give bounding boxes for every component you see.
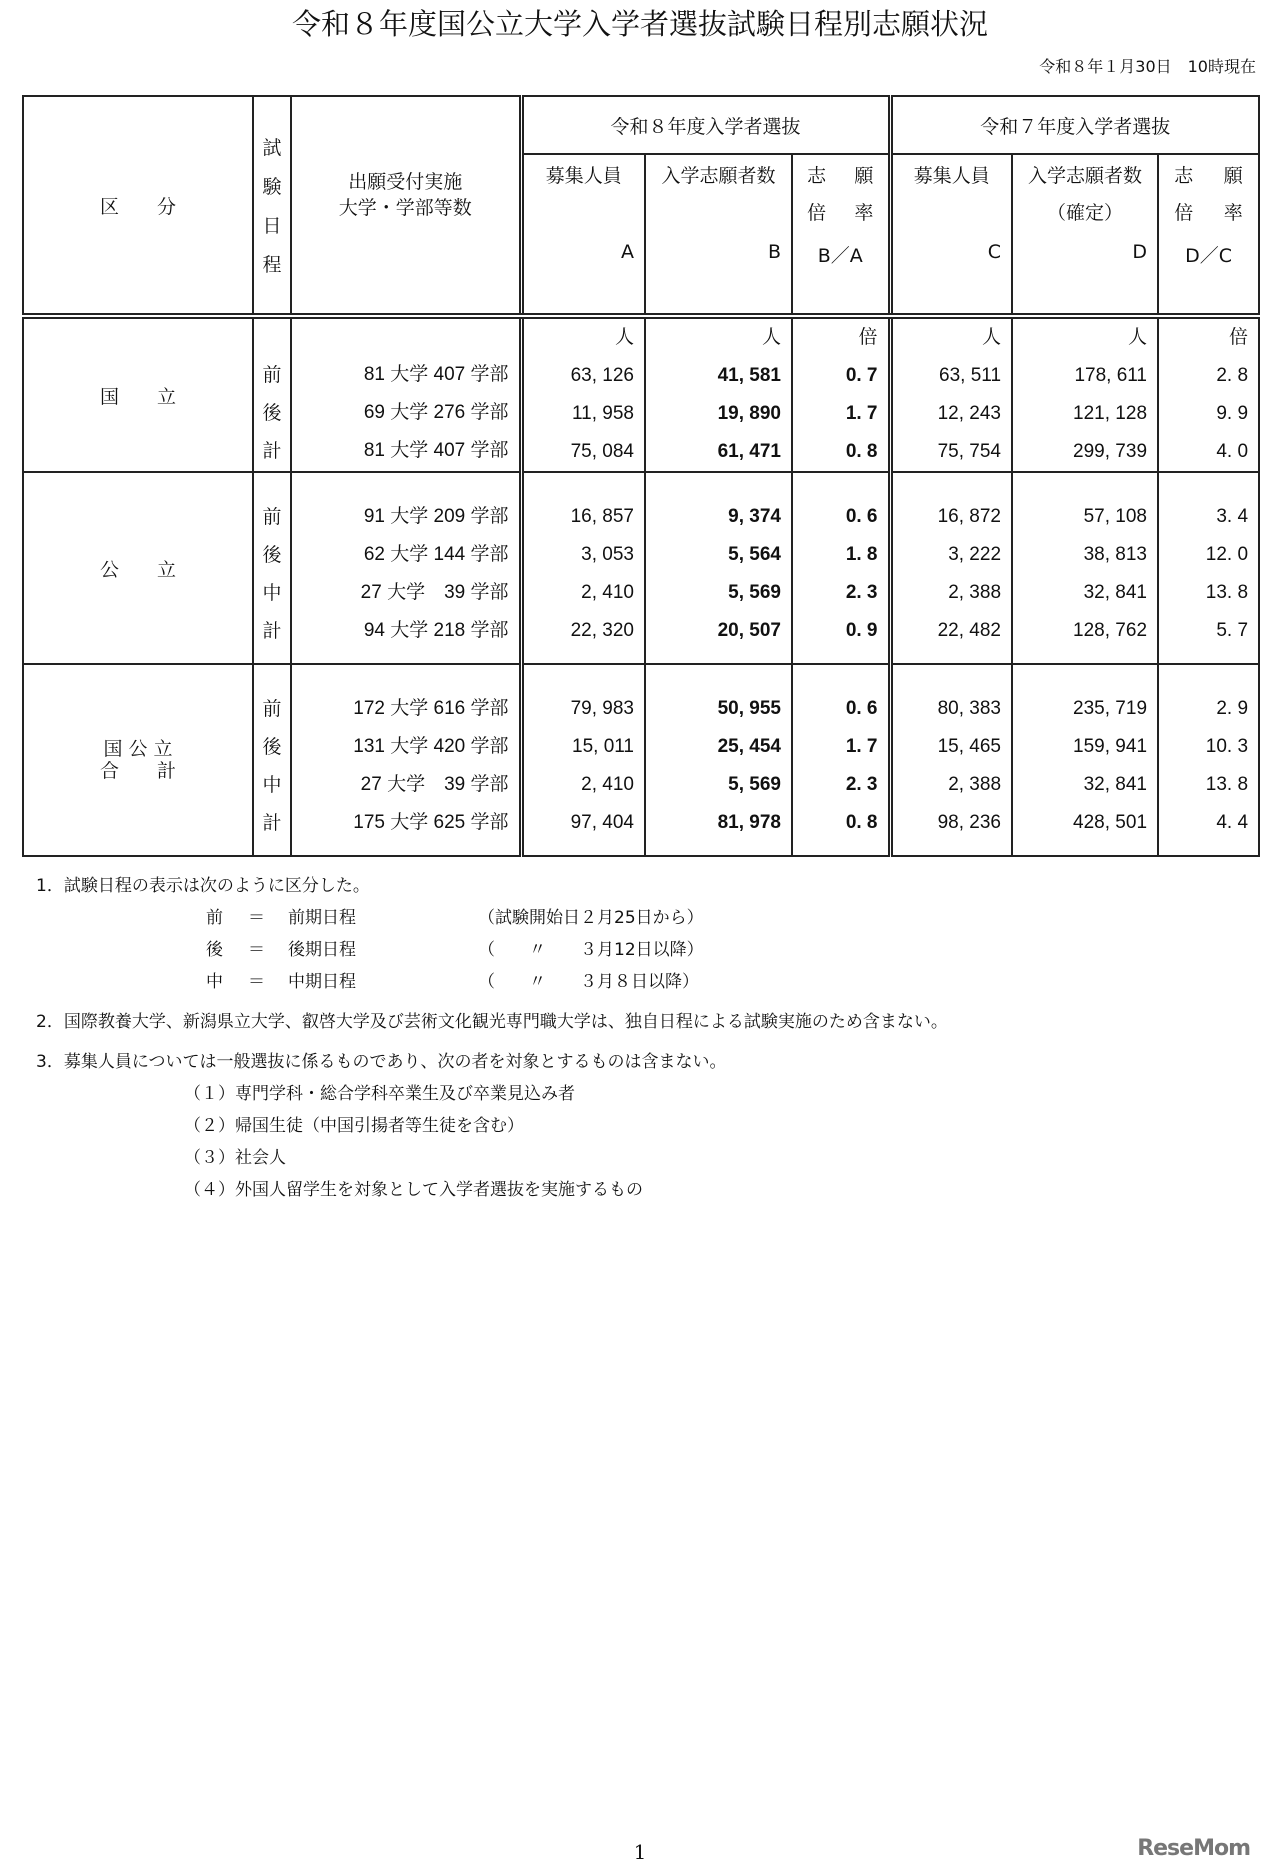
value-b: 5, 564 — [728, 544, 781, 565]
value-a: 3, 053 — [581, 544, 634, 565]
schedule-label: 中 — [262, 582, 282, 604]
schedule-label: 後 — [262, 736, 282, 758]
value-ba: 2. 3 — [845, 774, 878, 795]
value-d: 128, 762 — [1073, 620, 1148, 641]
schedule-definitions — [36, 902, 948, 998]
unit-label: 人 — [761, 327, 781, 348]
note-3: 3．募集人員については一般選抜に係るものであり、次の者を対象とするものは含まない。 — [36, 1052, 727, 1072]
value-ba: 0. 7 — [845, 365, 878, 386]
value-c: 75, 754 — [937, 441, 1002, 462]
institutions-value: 172 大学 616 学部 — [353, 698, 509, 719]
value-ba: 0. 8 — [845, 441, 878, 462]
institutions-value: 81 大学 407 学部 — [363, 364, 509, 385]
def-eq: ＝ — [248, 940, 265, 960]
institutions-cell — [291, 472, 521, 664]
value-a: 2, 410 — [581, 774, 634, 795]
unit-label: 倍 — [1229, 327, 1249, 348]
value-dc: 3. 4 — [1216, 506, 1249, 527]
header-text: 倍 — [807, 202, 827, 224]
value-dc: 12. 0 — [1205, 544, 1249, 565]
col-ba — [792, 664, 890, 856]
value-a: 22, 320 — [570, 620, 634, 641]
value-c: 16, 872 — [937, 506, 1002, 527]
institutions-value: 175 大学 625 学部 — [353, 812, 509, 833]
header-schedule-char: 験 — [262, 176, 282, 198]
value-dc: 13. 8 — [1205, 582, 1249, 603]
unit-label: 人 — [982, 327, 1002, 348]
col-b — [645, 316, 792, 472]
footnotes — [36, 870, 948, 1206]
institutions-value: 27 大学 39 学部 — [360, 774, 509, 795]
value-c: 3, 222 — [948, 544, 1002, 565]
col-dc — [1158, 316, 1259, 472]
value-b: 50, 955 — [717, 698, 781, 719]
note-3-item: （２）帰国生徒（中国引揚者等生徒を含む） — [184, 1116, 524, 1136]
schedule-def-row — [206, 934, 948, 966]
institutions-value: 131 大学 420 学部 — [353, 736, 509, 757]
header-text: 率 — [854, 202, 874, 224]
value-a: 63, 126 — [570, 365, 634, 386]
note-1: 1．試験日程の表示は次のように区分した。 — [36, 876, 370, 896]
value-a: 2, 410 — [581, 582, 634, 603]
def-detail: （試験開始日２月25日から） — [478, 908, 704, 928]
value-dc: 5. 7 — [1216, 620, 1249, 641]
note-2: 2．国際教養大学、新潟県立大学、叡啓大学及び芸術文化観光専門職大学は、独自日程による試験実施のため含まない。 — [36, 1012, 948, 1032]
schedule-cell — [253, 472, 291, 664]
header-kubun: 区 分 — [23, 96, 253, 316]
value-ba: 1. 8 — [845, 544, 878, 565]
value-c: 98, 236 — [937, 812, 1002, 833]
schedule-label: 中 — [262, 774, 282, 796]
header-r8-group: 令和８年度入学者選抜 — [521, 96, 890, 154]
value-c: 2, 388 — [948, 774, 1002, 795]
def-abbr: 後 — [206, 940, 223, 960]
header-r8-applicants: 入学志願者数 — [645, 154, 792, 225]
value-a: 11, 958 — [572, 403, 634, 424]
value-dc: 9. 9 — [1216, 403, 1249, 424]
header-schedule — [253, 96, 291, 316]
def-detail: （ 〃 ３月12日以降） — [478, 940, 704, 960]
group-label: 国 立 — [23, 316, 253, 472]
def-eq: ＝ — [248, 972, 265, 992]
header-text: 願 — [854, 165, 874, 187]
schedule-label: 後 — [262, 402, 282, 424]
value-d: 178, 611 — [1074, 365, 1148, 386]
header-text: 倍 — [1174, 202, 1194, 224]
value-d: 159, 941 — [1073, 736, 1148, 757]
header-r7-ratio — [1158, 154, 1259, 225]
group-label: 公 立 — [23, 472, 253, 664]
institutions-value: 91 大学 209 学部 — [363, 506, 509, 527]
value-c: 15, 465 — [937, 736, 1002, 757]
def-name: 後期日程 — [288, 940, 356, 960]
col-dc — [1158, 664, 1259, 856]
value-dc: 10. 3 — [1205, 736, 1249, 757]
schedule-label: 前 — [262, 364, 282, 386]
note-3-items — [36, 1078, 948, 1206]
header-institutions-line2: 大学・学部等数 — [338, 197, 472, 219]
value-dc: 13. 8 — [1205, 774, 1249, 795]
value-ba: 0. 8 — [845, 812, 878, 833]
col-d — [1012, 472, 1158, 664]
header-institutions-line1: 出願受付実施 — [348, 171, 463, 193]
page-number: 1 — [633, 1840, 647, 1864]
value-a: 15, 011 — [572, 736, 634, 757]
institutions-value: 94 大学 218 学部 — [363, 620, 509, 641]
col-ba — [792, 316, 890, 472]
header-key-dc: D／C — [1158, 225, 1259, 316]
value-a: 79, 983 — [570, 698, 634, 719]
header-text: 志 — [807, 165, 827, 187]
header-text: 志 — [1174, 165, 1194, 187]
institutions-value: 62 大学 144 学部 — [363, 544, 509, 565]
col-b — [645, 472, 792, 664]
value-d: 428, 501 — [1073, 812, 1148, 833]
header-schedule-char: 程 — [262, 254, 282, 276]
institutions-cell — [291, 316, 521, 472]
value-ba: 0. 6 — [845, 698, 878, 719]
header-schedule-char: 日 — [262, 215, 282, 237]
col-c — [890, 472, 1012, 664]
value-d: 57, 108 — [1083, 506, 1148, 527]
header-r7-group: 令和７年度入学者選抜 — [890, 96, 1259, 154]
header-institutions — [291, 96, 521, 316]
value-d: 299, 739 — [1073, 441, 1148, 462]
group-national — [23, 316, 1259, 472]
def-abbr: 中 — [206, 972, 223, 992]
header-key-b: B — [645, 225, 792, 316]
header-schedule-char: 試 — [262, 137, 282, 159]
value-ba: 1. 7 — [845, 403, 878, 424]
col-d — [1012, 316, 1158, 472]
col-ba — [792, 472, 890, 664]
unit-label: 倍 — [858, 327, 878, 348]
value-a: 97, 404 — [570, 812, 634, 833]
value-d: 38, 813 — [1083, 544, 1148, 565]
value-dc: 2. 8 — [1216, 365, 1249, 386]
schedule-label: 前 — [262, 698, 282, 720]
institutions-value: 27 大学 39 学部 — [360, 582, 509, 603]
value-b: 81, 978 — [717, 812, 781, 833]
institutions-value: 69 大学 276 学部 — [363, 402, 509, 423]
header-text: 入学志願者数 — [1028, 165, 1143, 187]
schedule-cell — [253, 316, 291, 472]
applications-table — [22, 95, 1260, 857]
schedule-label: 後 — [262, 544, 282, 566]
group-public — [23, 472, 1259, 664]
value-b: 25, 454 — [717, 736, 781, 757]
value-ba: 1. 7 — [845, 736, 878, 757]
header-key-ba: B／A — [792, 225, 890, 316]
value-ba: 0. 9 — [845, 620, 878, 641]
schedule-def-row — [206, 966, 948, 998]
document-title: 令和８年度国公立大学入学者選抜試験日程別志願状況 — [291, 7, 988, 41]
value-a: 16, 857 — [570, 506, 634, 527]
group-total — [23, 664, 1259, 856]
value-b: 19, 890 — [717, 403, 781, 424]
value-ba: 0. 6 — [845, 506, 878, 527]
institutions-cell — [291, 664, 521, 856]
def-name: 中期日程 — [288, 972, 356, 992]
def-abbr: 前 — [206, 908, 223, 928]
value-b: 5, 569 — [728, 582, 781, 603]
note-3-item: （４）外国人留学生を対象として入学者選抜を実施するもの — [184, 1180, 643, 1200]
value-d: 235, 719 — [1073, 698, 1148, 719]
header-r8-ratio — [792, 154, 890, 225]
header-key-a: A — [521, 225, 645, 316]
note-3-item: （１）専門学科・総合学科卒業生及び卒業見込み者 — [184, 1084, 575, 1104]
col-c — [890, 664, 1012, 856]
value-c: 2, 388 — [948, 582, 1002, 603]
schedule-label: 計 — [262, 812, 282, 834]
group-label — [23, 664, 253, 856]
value-a: 75, 084 — [570, 441, 634, 462]
value-b: 9, 374 — [728, 506, 781, 527]
schedule-label: 前 — [262, 506, 282, 528]
col-d — [1012, 664, 1158, 856]
col-c — [890, 316, 1012, 472]
header-text: （確定） — [1047, 202, 1124, 224]
note-3-item: （３）社会人 — [184, 1148, 286, 1168]
value-c: 80, 383 — [937, 698, 1002, 719]
col-b — [645, 664, 792, 856]
schedule-def-row — [206, 902, 948, 934]
header-text: 率 — [1223, 202, 1243, 224]
unit-label: 人 — [1128, 327, 1148, 348]
value-b: 41, 581 — [717, 365, 781, 386]
schedule-label: 計 — [262, 620, 282, 642]
def-eq: ＝ — [248, 908, 265, 928]
value-dc: 4. 4 — [1216, 812, 1249, 833]
value-b: 61, 471 — [717, 441, 781, 462]
resemom-logo: ReseMom — [1137, 1836, 1250, 1861]
group-label-line2: 合 計 — [99, 760, 176, 782]
group-label-line1: 国 公 立 — [103, 738, 173, 760]
schedule-label: 計 — [262, 440, 282, 462]
header-r8-capacity: 募集人員 — [521, 154, 645, 225]
value-b: 5, 569 — [728, 774, 781, 795]
header-text: 願 — [1223, 165, 1243, 187]
col-a — [521, 472, 645, 664]
value-c: 22, 482 — [937, 620, 1002, 641]
value-dc: 4. 0 — [1216, 441, 1249, 462]
def-name: 前期日程 — [288, 908, 356, 928]
as-of-date: 令和８年１月30日 10時現在 — [1039, 57, 1256, 76]
col-a — [521, 664, 645, 856]
value-b: 20, 507 — [717, 620, 781, 641]
header-r7-applicants — [1012, 154, 1158, 225]
value-dc: 2. 9 — [1216, 698, 1249, 719]
header-key-d: D — [1012, 225, 1158, 316]
value-ba: 2. 3 — [845, 582, 878, 603]
col-dc — [1158, 472, 1259, 664]
value-d: 121, 128 — [1073, 403, 1148, 424]
header-r7-capacity: 募集人員 — [890, 154, 1012, 225]
unit-label: 人 — [614, 327, 634, 348]
schedule-cell — [253, 664, 291, 856]
def-detail: （ 〃 ３月８日以降） — [478, 972, 699, 992]
value-c: 63, 511 — [939, 365, 1002, 386]
col-a — [521, 316, 645, 472]
institutions-value: 81 大学 407 学部 — [363, 440, 509, 461]
value-d: 32, 841 — [1083, 774, 1148, 795]
value-d: 32, 841 — [1083, 582, 1148, 603]
header-key-c: C — [890, 225, 1012, 316]
value-c: 12, 243 — [937, 403, 1002, 424]
